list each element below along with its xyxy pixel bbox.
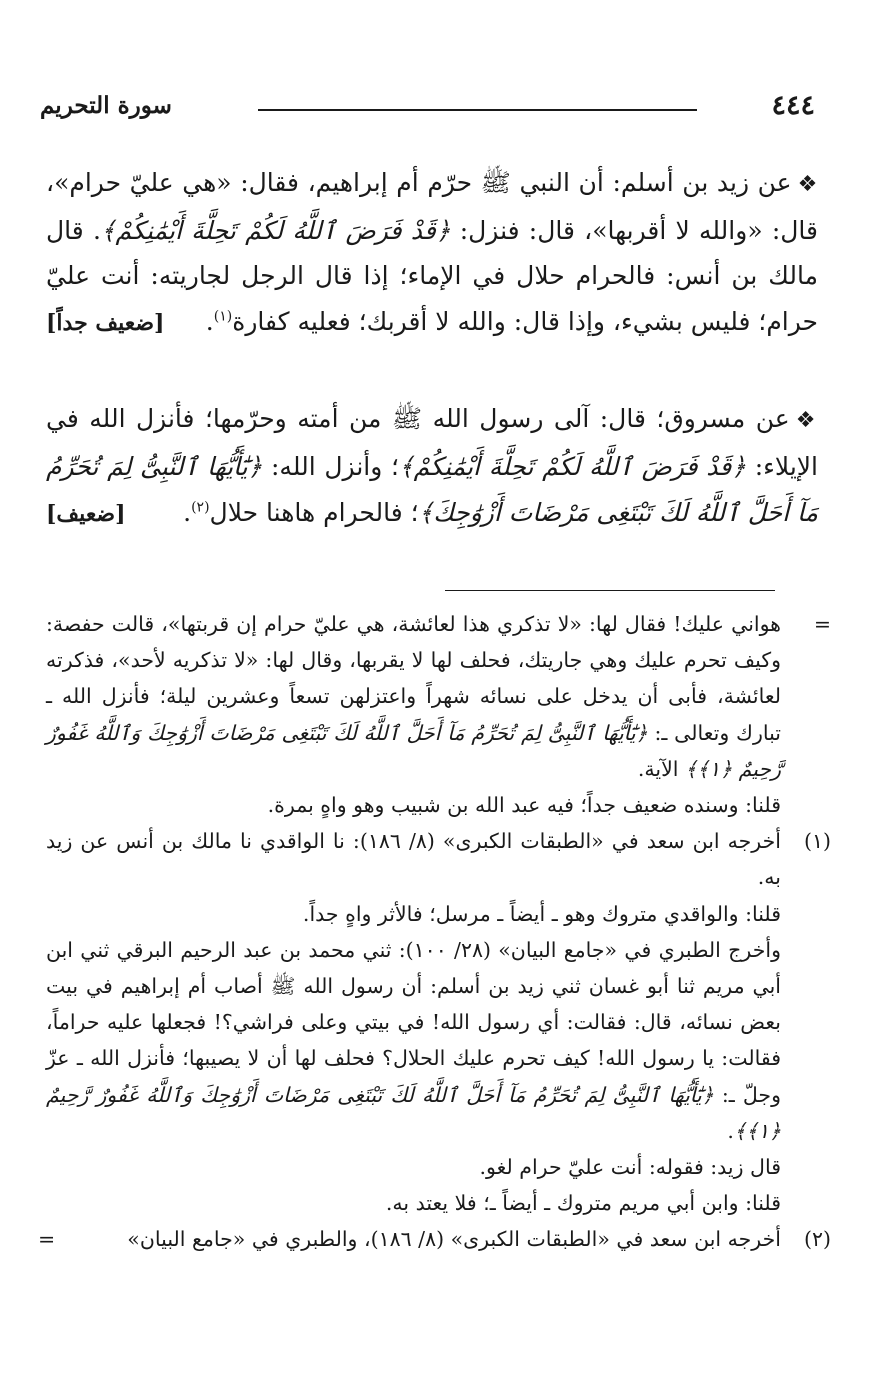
footnote-number: (١)	[803, 829, 831, 854]
bullet-icon: ❖	[797, 172, 818, 197]
footnote-text: قلنا: وسنده ضعيف جداً؛ فيه عبد الله بن شبيب وهو واهٍ بمرة.	[267, 793, 781, 818]
footnote-number: (٢)	[803, 1227, 831, 1252]
page-header	[40, 88, 815, 128]
hadith-grade: [ضعيف جداً]	[46, 310, 165, 337]
surah-title: سورة التحريم	[40, 92, 172, 119]
footnote-text: .	[727, 1118, 734, 1143]
narration-paragraph	[46, 396, 818, 535]
narration-end: .	[205, 306, 214, 336]
footnote-text: قال زيد: فقوله: أنت عليّ حرام لغو.	[479, 1155, 781, 1180]
narration-text: . قال مالك بن أنس: فالحرام حلال في الإماء؛ إذا قال الرجل لجاريته: أنت عليّ حرام؛ فليس بشيء، وإذا قال: والله لا أقربك؛ فعليه كفارة	[46, 215, 818, 336]
quran-verse: ﴿يَٰٓأَيُّهَا ٱلنَّبِىُّ لِمَ تُحَرِّمُ مَآ أَحَلَّ ٱللَّهُ لَكَ تَبْتَغِى مَرْضَاتَ أَزْوَٰجِكَ وَٱللَّهُ غَفُورٌ رَّحِيمٌ ﴿١﴾﴾	[46, 720, 781, 781]
footnote-separator	[445, 590, 775, 591]
footnote-text: أخرجه ابن سعد في «الطبقات الكبرى» (٨/ ١٨٦)، والطبري في «جامع البيان»	[127, 1227, 781, 1252]
hadith-grade: [ضعيف]	[46, 501, 126, 528]
footnotes	[38, 606, 831, 1258]
narration-text: عن زيد بن أسلم: أن النبي ﷺ حرّم أم إبراهيم، فقال: «هي عليّ حرام»، قال: «والله لا أقربها»، قال: فنزل:	[46, 168, 818, 245]
narration-text: ؛ فالحرام هاهنا حلال	[209, 497, 419, 527]
header-rule	[258, 109, 697, 111]
footnote-ref: (٢)	[191, 499, 210, 516]
footnote-1	[46, 823, 831, 1221]
bullet-icon: ❖	[795, 408, 818, 434]
footnote-text: هواني عليك! فقال لها: «لا تذكري هذا لعائشة، هي عليّ حرام إن قربتها»، قالت حفصة: وكيف تحرم عليك وهي جاريتك، فحلف لها لا يقربها، وقال لها: «لا تذكريه لأحد»، فذكرته لعائشة، فأبى أن يدخل على نسائه شهراً واعتزلهن تسعاً وعشرين ليلة؛ فأنزل الله ـ تبارك وتعالى ـ:	[46, 612, 781, 745]
footnote-2	[38, 1221, 831, 1257]
narration-end: .	[183, 497, 192, 527]
footnote-text: قلنا: وابن أبي مريم متروك ـ أيضاً ـ؛ فلا يعتد به.	[385, 1191, 781, 1216]
footnote-text: قلنا: والواقدي متروك وهو ـ أيضاً ـ مرسل؛ فالأثر واهٍ جداً.	[302, 901, 781, 926]
footnote-text: وأخرج الطبري في «جامع البيان» (٢٨/ ١٠٠): ثني محمد بن عبد الرحيم البرقي ثني ابن أبي مريم ثنا أبو غسان ثني زيد بن أسلم: أن رسول الله ﷺ أصاب أم إبراهيم في بيت بعض نسائه، قال: فقالت: أي رسول الله! في بيتي وعلى فراشي؟! فجعلها عليه حراماً، فقالت: يا رسول الله! كيف تحرم عليك الحلال؟ فحلف لها أن لا يصيبها؛ فأنزل الله ـ عزّ وجلّ ـ:	[46, 937, 781, 1107]
page-number: ٤٤٤	[771, 90, 815, 121]
quran-verse: ﴿يَٰٓأَيُّهَا ٱلنَّبِىُّ لِمَ تُحَرِّمُ مَآ أَحَلَّ ٱللَّهُ لَكَ تَبْتَغِى مَرْضَاتَ أَزْوَٰجِكَ﴾	[46, 451, 818, 527]
narration-text: ؛ وأنزل الله:	[262, 451, 399, 481]
narration-text: عن مسروق؛ قال: آلى رسول الله ﷺ من أمته وحرّمها؛ فأنزل الله في الإيلاء:	[46, 404, 819, 481]
footnote-continuation	[46, 606, 831, 823]
footnote-ref: (١)	[213, 308, 233, 325]
continuation-mark: =	[813, 612, 831, 636]
footnote-text: أخرجه ابن سعد في «الطبقات الكبرى» (٨/ ١٨٦): نا الواقدي نا مالك بن أنس عن زيد به.	[46, 829, 781, 890]
main-text	[46, 160, 818, 543]
quran-verse: ﴿يَٰٓأَيُّهَا ٱلنَّبِىُّ لِمَ تُحَرِّمُ مَآ أَحَلَّ ٱللَّهُ لَكَ تَبْتَغِى مَرْضَاتَ أَزْوَٰجِكَ وَٱللَّهُ غَفُورٌ رَّحِيمٌ ﴿١﴾﴾	[46, 1082, 781, 1143]
continuation-mark: =	[38, 1227, 56, 1252]
quran-verse: ﴿قَدْ فَرَضَ ٱللَّهُ لَكُمْ تَحِلَّةَ أَيْمَٰنِكُمْ﴾	[100, 215, 451, 245]
quran-verse: ﴿قَدْ فَرَضَ ٱللَّهُ لَكُمْ تَحِلَّةَ أَيْمَٰنِكُمْ﴾	[398, 451, 747, 481]
footnote-text: الآية.	[637, 756, 686, 781]
